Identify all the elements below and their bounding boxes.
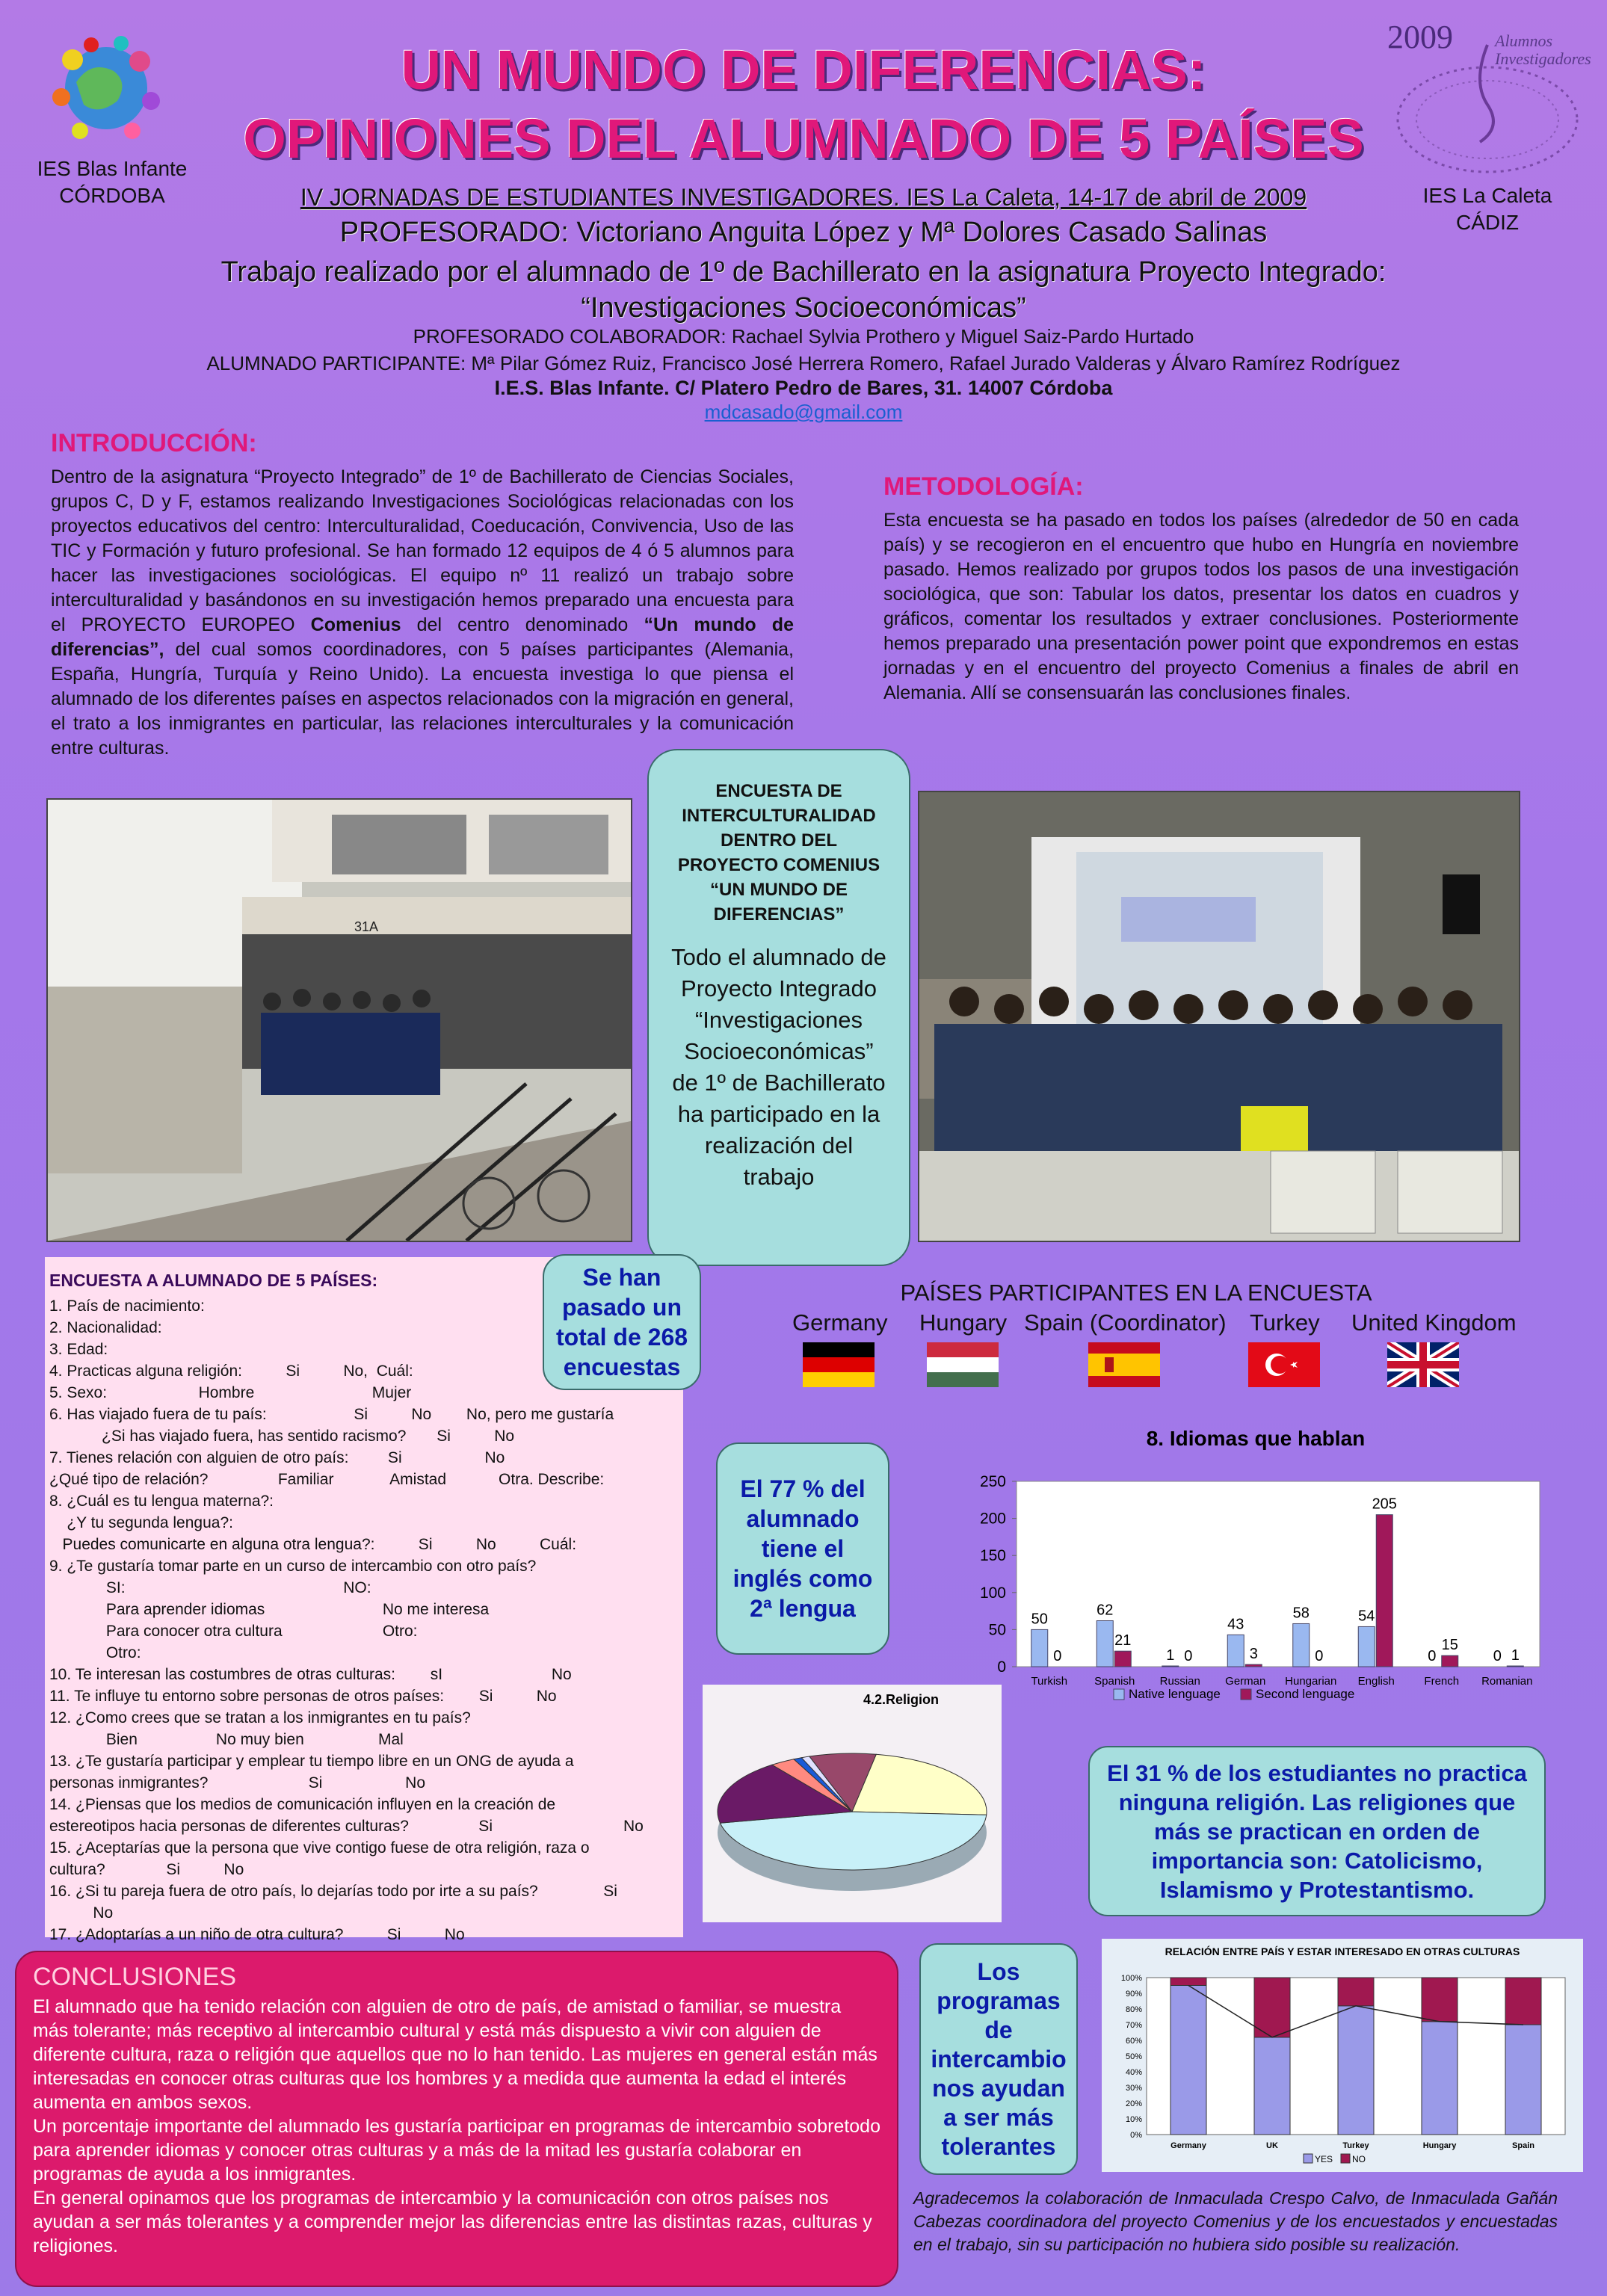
right-school-label xyxy=(1405,182,1570,236)
survey-question: 11. Te influye tu entorno sobre personas de otros países: Si No xyxy=(49,1688,557,1705)
survey-question: Para conocer otra cultura Otro: xyxy=(49,1623,418,1640)
survey-question: 16. ¿Si tu pareja fuera de otro país, lo dejarías todo por irte a su país? Si xyxy=(49,1883,617,1900)
survey-info-box xyxy=(647,749,910,1266)
school-entrance-photo xyxy=(46,798,632,1242)
title-line-2: OPINIONES DEL ALUMNADO DE 5 PAÍSES xyxy=(243,108,1364,170)
religion-summary-box xyxy=(1088,1746,1546,1916)
religion-summary-text: El 31 % de los estudiantes no practica ninguna religión. Las religiones que más se practican en orden de importancia son: Catolicismo, Islamismo y Protestantismo. xyxy=(1107,1759,1527,1903)
intro-title: INTRODUCCIÓN: xyxy=(51,429,257,457)
survey-title: ENCUESTA A ALUMNADO DE 5 PAÍSES: xyxy=(49,1271,378,1290)
intro-text xyxy=(51,465,794,761)
classroom-photo xyxy=(918,791,1520,1242)
x-tick-label: Turkey xyxy=(1342,2141,1369,2150)
survey-question: SI: NO: xyxy=(49,1579,371,1596)
data-label: 0 xyxy=(1428,1648,1437,1664)
method-text: Esta encuesta se ha pasado en todos los países (alrededor de 50 en cada país) y se recogieron en el encuentro que hubo en Hungría en noviembre pasado. Hemos realizado por grupos todos los pasos de una investigación sociológica, que son: Tabular los datos, presentar los datos en cuadros y gráficos, comentar los resultados y extraer conclusiones. Posteriormente hemos preparado una presentación power point que expondremos en estas jornadas y en el encuentro del proyecto Comenius a finales de abril en Alemania. Allí se consensuarán las conclusiones finales. xyxy=(883,510,1519,703)
bar-second-lenguage xyxy=(1245,1664,1262,1667)
y-tick-label: 20% xyxy=(1125,2099,1142,2108)
participants xyxy=(135,323,1472,377)
bar-native-lenguage xyxy=(1096,1620,1113,1667)
y-tick-label: 90% xyxy=(1125,1990,1142,1999)
chart-title: 4.2.Religion xyxy=(863,1692,940,1707)
teachers-line: PROFESORADO: Victoriano Anguita López y Mª Dolores Casado Salinas xyxy=(339,217,1268,248)
y-tick-label: 200 xyxy=(979,1510,1006,1528)
bar-second-lenguage xyxy=(1442,1655,1458,1667)
survey-question: 1. País de nacimiento: xyxy=(49,1297,205,1315)
legend-swatch xyxy=(1341,2154,1350,2163)
bar-second-lenguage xyxy=(1376,1515,1392,1667)
logo-text1: Alumnos xyxy=(1495,31,1552,50)
survey-question: 9. ¿Te gustaría tomar parte en un curso de intercambio con otro país? xyxy=(49,1558,537,1575)
country-uk: United Kingdom xyxy=(1351,1309,1517,1336)
poster-title xyxy=(149,36,1458,173)
survey-question: 5. Sexo: Hombre Mujer xyxy=(49,1384,412,1401)
data-label: 205 xyxy=(1372,1496,1397,1513)
y-tick-label: 10% xyxy=(1125,2115,1142,2124)
data-label: 0 xyxy=(1053,1648,1062,1664)
title-line-1: UN MUNDO DE DIFERENCIAS: xyxy=(401,39,1206,101)
survey-question: personas inmigrantes? Si No xyxy=(49,1774,426,1792)
bar-yes xyxy=(1170,1986,1206,2135)
survey-question: ¿Qué tipo de relación? Familiar Amistad Otra. Describe: xyxy=(49,1471,605,1488)
bar-yes xyxy=(1422,2022,1458,2135)
bar-no xyxy=(1254,1978,1290,2037)
event-line: IV JORNADAS DE ESTUDIANTES INVESTIGADORES. IES La Caleta, 14-17 de abril de 2009 xyxy=(300,184,1307,211)
countries-row xyxy=(786,1309,1594,1392)
total-surveys-text: Se han pasado un total de 268 encuestas xyxy=(555,1264,688,1380)
x-tick-label: Turkish xyxy=(1031,1675,1068,1688)
bar-no xyxy=(1170,1978,1206,1986)
bar-native-lenguage xyxy=(1227,1635,1244,1667)
exchange-programs-text: Los programas de intercambio nos ayudan a ser más tolerantes xyxy=(931,1957,1067,2160)
x-tick-label: Romanian xyxy=(1481,1675,1533,1688)
legend-swatch xyxy=(1241,1689,1251,1700)
data-label: 21 xyxy=(1114,1632,1132,1650)
survey-question: 15. ¿Aceptarías que la persona que vive contigo fuese de otra religión, raza o xyxy=(49,1839,590,1857)
bar-yes xyxy=(1254,2037,1290,2135)
blas-infante-logo xyxy=(46,30,166,142)
survey-question: 12. ¿Como crees que se tratan a los inmigrantes en tu país? xyxy=(49,1709,471,1726)
logo-text2: Investigadores xyxy=(1495,49,1591,68)
y-tick-label: 80% xyxy=(1125,2005,1142,2014)
country-germany: Germany xyxy=(792,1309,888,1336)
survey-question: No xyxy=(49,1904,114,1922)
data-label: 15 xyxy=(1441,1637,1458,1654)
survey-question: ¿Si has viajado fuera, has sentido racismo? Si No xyxy=(49,1428,515,1445)
data-label: 0 xyxy=(1315,1648,1324,1664)
religion-chart xyxy=(703,1685,1002,1922)
country-hungary: Hungary xyxy=(919,1309,1008,1336)
survey-question: 13. ¿Te gustaría participar y emplear tu tiempo libre en un ONG de ayuda a xyxy=(49,1753,574,1770)
survey-question: cultura? Si No xyxy=(49,1861,244,1878)
spain-flag-icon xyxy=(1088,1342,1160,1387)
y-tick-label: 250 xyxy=(979,1473,1006,1490)
country-turkey: Turkey xyxy=(1250,1309,1320,1336)
data-label: 0 xyxy=(1184,1648,1193,1664)
conclusions-text: El alumnado que ha tenido relación con alguien de otro de país, de amistad o familiar, se muestra más tolerante; más receptivo al intercambio cultural y está más dispuesto a vivir con alguien de diferente cultura, raza o religión que aquellos que no lo han tenido. Las mujeres en general están más interesadas en conocer otras culturas que los hombres y a medida que aumenta la edad el interés aumenta en ambos sexos. Un porcentaje importante del alumnado les gustaría participar en programas de intercambio sobretodo para aprender idiomas y conocer otras culturas y a más de la mitad les gustaría colaborar en programas de ayuda a los inmigrantes. En general opinamos que los programas de intercambio y la comunicación con otros países nos ayudan a ser más tolerantes y a comprender mejor las diferencias entre las distintas razas, culturas y religiones. xyxy=(33,1996,880,2256)
y-tick-label: 40% xyxy=(1125,2068,1142,2077)
right-school-line1: IES La Caleta xyxy=(1422,184,1552,207)
languages-chart xyxy=(957,1420,1555,1719)
data-label: 50 xyxy=(1031,1611,1048,1628)
x-tick-label: Hungary xyxy=(1422,2141,1457,2150)
email-link[interactable]: mdcasado@gmail.com xyxy=(704,401,903,423)
survey-question: 7. Tienes relación con alguien de otro país: Si No xyxy=(49,1449,505,1466)
x-tick-label: Spanish xyxy=(1094,1675,1135,1688)
bar-yes xyxy=(1505,2025,1541,2135)
country-spain: Spain (Coordinator) xyxy=(1024,1309,1227,1336)
conclusions-box xyxy=(15,1951,898,2287)
bar-second-lenguage xyxy=(1114,1651,1131,1667)
intro-text-c: del cual somos coordinadores, con 5 países participantes (Alemania, España, Hungría, Turquía y Reino Unido). La encuesta investiga lo que piensa el alumnado de los diferentes países en aspectos relacionados con la migración en general, el trato a los inmigrantes en particular, las relaciones interculturales y la comunicación entre culturas. xyxy=(51,639,794,759)
y-tick-label: 100% xyxy=(1120,1974,1142,1983)
survey-question: Puedes comunicarte en alguna otra lengua?: Si No Cuál: xyxy=(49,1536,577,1553)
intro-text-a: Dentro de la asignatura “Proyecto Integrado” de 1º de Bachillerato de Ciencias Sociales, grupos C, D y F, estamos realizando Investigaciones Sociológicas relacionadas con los proyectos educativos del centro: Interculturalidad, Coeducación, Convivencia, Uso de las TIC y Formación y futuro profesional. Se han formado 12 equipos de 4 ó 5 alumnos para hacer las investigaciones sociológicas. El equipo nº 11 realizó un trabajo sobre interculturalidad y basándonos en su investigación hemos preparado una encuesta para el PROYECTO EUROPEO xyxy=(51,466,794,635)
survey-question: 10. Te interesan las costumbres de otras culturas: sI No xyxy=(49,1666,572,1683)
students-line: ALUMNADO PARTICIPANTE: Mª Pilar Gómez Ruiz, Francisco José Herrera Romero, Rafael Jurado Valderas y Álvaro Ramírez Rodríguez xyxy=(206,352,1401,374)
y-tick-label: 0% xyxy=(1130,2131,1142,2140)
y-tick-label: 50% xyxy=(1125,2052,1142,2061)
total-surveys-box xyxy=(543,1254,701,1390)
interest-chart xyxy=(1102,1939,1583,2172)
y-tick-label: 0 xyxy=(997,1658,1006,1676)
chart-title: 8. Idiomas que hablan xyxy=(1146,1427,1366,1450)
turkey-flag-icon xyxy=(1248,1342,1320,1387)
data-label: 62 xyxy=(1096,1602,1114,1619)
right-school-line2: CÁDIZ xyxy=(1456,211,1519,234)
x-tick-label: Russian xyxy=(1159,1675,1200,1688)
conclusions-title: CONCLUSIONES xyxy=(33,1963,237,1991)
left-school-line2: CÓRDOBA xyxy=(59,184,165,207)
survey-question: 6. Has viajado fuera de tu país: Si No No, pero me gustaría xyxy=(49,1406,614,1423)
x-tick-label: Germany xyxy=(1170,2141,1206,2150)
bar-native-lenguage xyxy=(1358,1626,1375,1667)
hungary-flag-icon xyxy=(927,1342,999,1387)
y-tick-label: 60% xyxy=(1125,2037,1142,2046)
work-line-2: “Investigaciones Socioeconómicas” xyxy=(581,292,1026,324)
building-sign: 31A xyxy=(354,919,379,934)
left-school-line1: IES Blas Infante xyxy=(37,157,188,180)
y-tick-label: 100 xyxy=(979,1584,1006,1602)
countries-title: PAÍSES PARTICIPANTES EN LA ENCUESTA xyxy=(900,1280,1372,1306)
survey-info-body: Todo el alumnado de Proyecto Integrado “Investigaciones Socioeconómicas” de 1º de Bachillerato ha participado en la realización del trabajo xyxy=(671,944,886,1190)
bar-native-lenguage xyxy=(1162,1666,1179,1667)
acknowledgements: Agradecemos la colaboración de Inmaculada Crespo Calvo, de Inmaculada Gañán Cabezas coordinadora del proyecto Comenius y de los encuestados y encuestadas en el trabajo, sin su participación no hubiera sido posible su realización. xyxy=(913,2188,1558,2254)
bar-no xyxy=(1505,1978,1541,2025)
survey-question: 17. ¿Adoptarías a un niño de otra cultura? Si No xyxy=(49,1926,465,1943)
x-tick-label: UK xyxy=(1266,2141,1278,2150)
english-second-language-text: El 77 % del alumnado tiene el inglés como 2ª lengua xyxy=(732,1475,873,1622)
religion-chart-svg xyxy=(703,1685,1002,1922)
data-label: 0 xyxy=(1493,1648,1502,1664)
chart-title: RELACIÓN ENTRE PAÍS Y ESTAR INTERESADO EN OTRAS CULTURAS xyxy=(1165,1945,1520,1957)
survey-info-heading: ENCUESTA DE INTERCULTURALIDAD DENTRO DEL PROYECTO COMENIUS “UN MUNDO DE DIFERENCIAS” xyxy=(677,781,880,925)
x-tick-label: Spain xyxy=(1512,2141,1534,2150)
survey-question: 8. ¿Cuál es tu lengua materna?: xyxy=(49,1493,274,1510)
work-line-1: Trabajo realizado por el alumnado de 1º de Bachillerato en la asignatura Proyecto Integrado: xyxy=(220,256,1387,288)
survey-question: 2. Nacionalidad: xyxy=(49,1319,162,1336)
bar-native-lenguage xyxy=(1293,1623,1310,1667)
legend-swatch xyxy=(1114,1689,1124,1700)
method-title: METODOLOGÍA: xyxy=(883,472,1084,501)
legend-label: Native lenguage xyxy=(1129,1687,1221,1701)
legend-label: NO xyxy=(1352,2154,1366,2164)
logo-year: 2009 xyxy=(1387,19,1453,55)
legend-label: YES xyxy=(1315,2154,1333,2164)
survey-question: 14. ¿Piensas que los medios de comunicación influyen en la creación de xyxy=(49,1796,556,1813)
bar-no xyxy=(1422,1978,1458,2022)
exchange-programs-box xyxy=(919,1943,1078,2175)
survey-questions xyxy=(49,1295,683,1945)
bar-native-lenguage xyxy=(1031,1629,1048,1667)
intro-bold-comenius: Comenius xyxy=(310,614,401,635)
english-second-language-box xyxy=(716,1442,889,1655)
data-label: 1 xyxy=(1166,1647,1175,1664)
y-tick-label: 70% xyxy=(1125,2021,1142,2030)
data-label: 3 xyxy=(1249,1646,1258,1663)
x-tick-label: French xyxy=(1424,1675,1460,1688)
uk-flag-icon xyxy=(1387,1342,1459,1387)
bar-yes xyxy=(1338,2006,1374,2135)
x-tick-label: English xyxy=(1357,1675,1395,1688)
work-lines xyxy=(135,254,1472,326)
interest-chart-svg xyxy=(1102,1939,1583,2172)
survey-question: Para aprender idiomas No me interesa xyxy=(49,1601,490,1618)
address-line: I.E.S. Blas Infante. C/ Platero Pedro de Bares, 31. 14007 Córdoba xyxy=(494,377,1113,399)
survey-question: 3. Edad: xyxy=(49,1341,108,1358)
bar-second-lenguage xyxy=(1507,1666,1523,1667)
survey-question: estereotipos hacia personas de diferentes culturas? Si No xyxy=(49,1818,644,1835)
intro-text-b: del centro denominado xyxy=(401,614,644,635)
left-school-label xyxy=(30,155,194,209)
survey-question: ¿Y tu segunda lengua?: xyxy=(49,1514,233,1531)
survey-question: Bien No muy bien Mal xyxy=(49,1731,404,1748)
languages-chart-svg xyxy=(957,1420,1555,1719)
data-label: 54 xyxy=(1358,1608,1375,1625)
survey-question: 4. Practicas alguna religión: Si No, Cuál: xyxy=(49,1363,413,1380)
germany-flag-icon xyxy=(803,1342,875,1387)
y-tick-label: 150 xyxy=(979,1547,1006,1565)
legend-label: Second lenguage xyxy=(1256,1687,1355,1701)
collaborator-line: PROFESORADO COLABORADOR: Rachael Sylvia Prothero y Miguel Saiz-Pardo Hurtado xyxy=(413,325,1194,348)
y-tick-label: 50 xyxy=(988,1621,1006,1639)
y-tick-label: 30% xyxy=(1125,2084,1142,2093)
bar-no xyxy=(1338,1978,1374,2006)
x-tick-label: Hungarian xyxy=(1285,1675,1337,1688)
plot-area xyxy=(1017,1481,1540,1667)
x-tick-label: German xyxy=(1225,1675,1266,1688)
survey-question: Otro: xyxy=(49,1644,141,1661)
data-label: 58 xyxy=(1292,1605,1310,1622)
data-label: 43 xyxy=(1227,1616,1244,1633)
legend-swatch xyxy=(1304,2154,1313,2163)
data-label: 1 xyxy=(1511,1647,1520,1664)
intro-bold-project: “Un mundo de diferencias”, xyxy=(51,614,794,660)
